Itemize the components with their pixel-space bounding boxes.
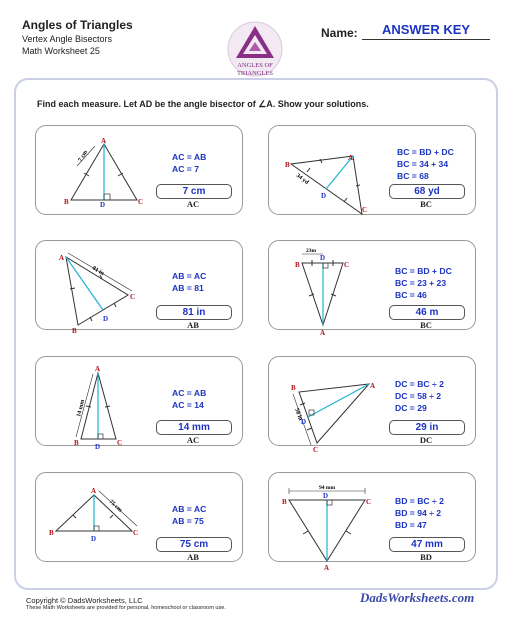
step-1: BC = BD + DC	[397, 147, 454, 157]
step-1: AB = AC	[172, 504, 207, 514]
problem-card-8	[268, 472, 476, 572]
vertex-c: C	[366, 498, 372, 506]
step-2: AB = 81	[172, 283, 204, 293]
step-2: AB = 75	[172, 516, 204, 526]
answer-box[interactable]: 81 in	[156, 305, 232, 320]
worksheet-number: Math Worksheet 25	[22, 46, 100, 56]
answer-label: AB	[187, 552, 199, 562]
vertex-c: C	[117, 439, 123, 447]
solution-steps	[172, 151, 206, 175]
problem-card-6	[268, 356, 476, 454]
solution-steps	[395, 378, 444, 414]
step-2: DC = 58 ÷ 2	[395, 391, 442, 401]
side-measure: 81 in	[91, 265, 105, 277]
problem-card-1	[35, 125, 243, 215]
step-2: BD = 94 ÷ 2	[395, 508, 442, 518]
answer-label: BC	[420, 320, 432, 330]
vertex-d: D	[95, 443, 101, 451]
answer-box[interactable]: 47 mm	[389, 537, 465, 552]
triangle-logo-icon	[226, 20, 284, 86]
vertex-a: A	[91, 487, 97, 495]
problem-card-7	[35, 472, 243, 562]
copyright-text: Copyright © DadsWorksheets, LLC	[26, 596, 143, 605]
vertex-a: A	[324, 564, 330, 572]
logo-text-1: ANGLES OF	[237, 62, 273, 69]
step-2: BC = 34 + 34	[397, 159, 449, 169]
side-measure: 34 yd	[294, 172, 310, 186]
step-2: AC = 14	[172, 400, 204, 410]
vertex-d: D	[323, 492, 329, 500]
problem-card-4	[268, 240, 476, 337]
answer-box[interactable]: 29 in	[389, 420, 465, 435]
step-1: AC = AB	[172, 388, 207, 398]
side-measure: 75 cm	[107, 499, 123, 514]
step-2: BC = 23 + 23	[395, 278, 447, 288]
step-3: BC = 68	[397, 171, 429, 181]
problem-card-2	[268, 125, 476, 215]
brand-logo[interactable]: DadsWorksheets.com	[360, 590, 475, 605]
vertex-d: D	[320, 254, 326, 262]
vertex-b: B	[74, 439, 79, 447]
answer-box[interactable]: 75 cm	[156, 537, 232, 552]
answer-box[interactable]: 68 yd	[389, 184, 465, 199]
answer-box[interactable]: 46 m	[389, 305, 465, 320]
side-measure: 14 mm	[76, 399, 87, 418]
vertex-a: A	[370, 382, 376, 390]
answer-label: BC	[420, 199, 432, 209]
vertex-c: C	[344, 261, 350, 269]
step-1: AC = AB	[172, 152, 207, 162]
answer-label: AC	[186, 199, 200, 209]
solution-steps	[172, 387, 206, 411]
vertex-c: C	[130, 293, 136, 301]
answer-label: AC	[186, 435, 200, 445]
step-3: BD = 47	[395, 520, 427, 530]
name-label: Name:	[321, 26, 358, 40]
vertex-d: D	[301, 418, 307, 426]
usage-note: These Math Worksheets are provided for personal, homeschool or classroom use.	[26, 605, 226, 611]
vertex-b: B	[49, 529, 54, 537]
worksheet-subtitle: Vertex Angle Bisectors	[22, 34, 113, 44]
vertex-b: B	[64, 198, 69, 206]
vertex-b: B	[282, 498, 287, 506]
vertex-a: A	[320, 329, 326, 337]
vertex-b: B	[285, 161, 290, 169]
vertex-c: C	[313, 446, 319, 454]
vertex-b: B	[72, 327, 77, 335]
vertex-c: C	[138, 198, 144, 206]
problem-card-3	[35, 240, 243, 335]
vertex-a: A	[59, 254, 65, 262]
step-1: AB = AC	[172, 271, 207, 281]
vertex-d: D	[321, 192, 327, 200]
solution-steps	[172, 503, 206, 527]
name-field[interactable]: ANSWER KEY	[362, 22, 490, 40]
side-measure: 7 cm	[77, 149, 90, 164]
answer-label: DC	[419, 435, 433, 445]
answer-label: AB	[187, 320, 199, 330]
vertex-a: A	[348, 154, 354, 162]
instructions: Find each measure. Let AD be the angle bisector of ∠A. Show your solutions.	[37, 99, 369, 109]
step-3: DC = 29	[395, 403, 427, 413]
answer-box[interactable]: 14 mm	[156, 420, 232, 435]
step-3: BC = 46	[395, 290, 427, 300]
answer-label: BD	[420, 552, 432, 562]
vertex-a: A	[101, 137, 107, 145]
vertex-b: B	[295, 261, 300, 269]
step-2: AC = 7	[172, 164, 199, 174]
side-measure: 58 in	[293, 407, 304, 422]
worksheet-title: Angles of Triangles	[22, 18, 133, 32]
step-1: BD = BC ÷ 2	[395, 496, 444, 506]
vertex-d: D	[103, 315, 109, 323]
side-measure: 94 mm	[319, 485, 336, 491]
side-measure: 23m	[306, 248, 317, 254]
solution-steps	[172, 270, 206, 294]
problem-card-5	[35, 356, 243, 451]
answer-box[interactable]: 7 cm	[156, 184, 232, 199]
solution-steps	[397, 146, 454, 182]
solution-steps	[395, 265, 452, 301]
vertex-a: A	[95, 365, 101, 373]
vertex-d: D	[100, 201, 106, 209]
logo-text-2: TRIANGLES	[236, 70, 274, 77]
vertex-b: B	[291, 384, 296, 392]
step-1: DC = BC ÷ 2	[395, 379, 444, 389]
vertex-c: C	[362, 206, 368, 214]
step-1: BC = BD + DC	[395, 266, 452, 276]
solution-steps	[395, 495, 444, 531]
vertex-d: D	[91, 535, 97, 543]
vertex-c: C	[133, 529, 139, 537]
